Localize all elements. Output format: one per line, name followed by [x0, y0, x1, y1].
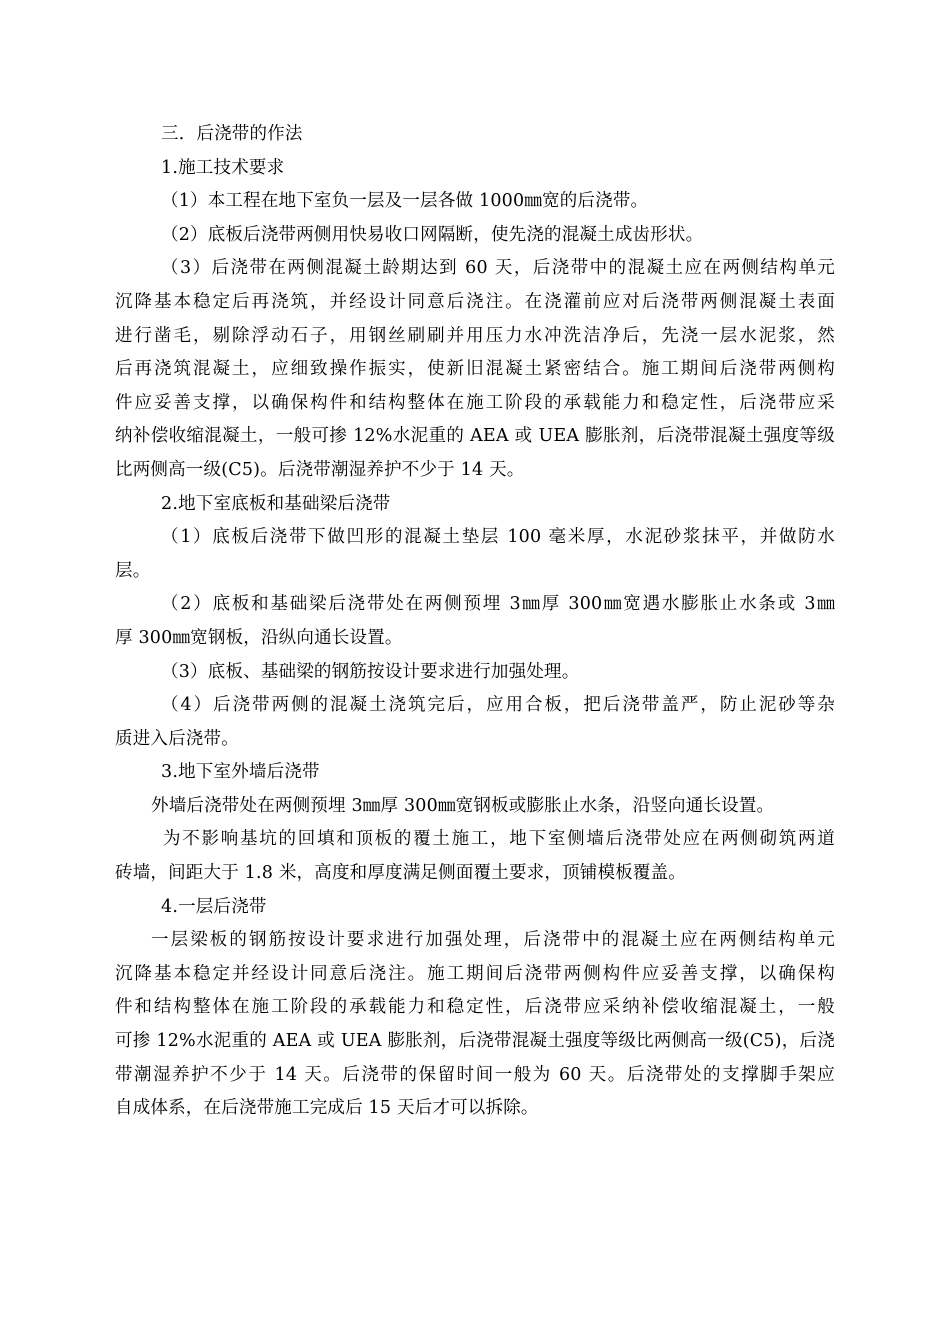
paragraph-line: 进行凿毛，剔除浮动石子，用钢丝刷刷并用压力水冲洗洁净后，先浇一层水泥浆，然	[115, 325, 835, 346]
paragraph-line: （3）底板、基础梁的钢筋按设计要求进行加强处理。	[161, 661, 580, 682]
paragraph-line: （3）后浇带在两侧混凝土龄期达到 60 天，后浇带中的混凝土应在两侧结构单元	[161, 258, 835, 279]
paragraph-line: （1）底板后浇带下做凹形的混凝土垫层 100 毫米厚，水泥砂浆抹平，并做防水	[161, 527, 835, 548]
paragraph-line: （2）底板和基础梁后浇带处在两侧预埋 3㎜厚 300㎜宽遇水膨胀止水条或 3㎜	[161, 594, 835, 615]
subsection-heading: 2.地下室底板和基础梁后浇带	[161, 493, 391, 514]
subsection-heading: 1.施工技术要求	[161, 157, 285, 178]
paragraph-line: 为不影响基坑的回填和顶板的覆土施工，地下室侧墙后浇带处应在两侧砌筑两道	[163, 829, 835, 850]
paragraph-line: 件和结构整体在施工阶段的承载能力和稳定性，后浇带应采纳补偿收缩混凝土，一般	[115, 997, 835, 1018]
paragraph-line: 后再浇筑混凝土，应细致操作振实，使新旧混凝土紧密结合。施工期间后浇带两侧构	[115, 359, 835, 380]
paragraph-line: 层。	[115, 560, 151, 581]
paragraph-line: 厚 300㎜宽钢板，沿纵向通长设置。	[115, 627, 403, 648]
paragraph-line: 自成体系，在后浇带施工完成后 15 天后才可以拆除。	[115, 1098, 539, 1119]
paragraph-line: 质进入后浇带。	[115, 728, 239, 749]
paragraph-line: 件应妥善支撑，以确保构件和结构整体在施工阶段的承载能力和稳定性，后浇带应采	[115, 392, 835, 413]
paragraph-line: 砖墙，间距大于 1.8 米，高度和厚度满足侧面覆土要求，顶铺模板覆盖。	[115, 863, 686, 884]
paragraph-line: （2）底板后浇带两侧用快易收口网隔断，使先浇的混凝土成齿形状。	[161, 224, 704, 245]
subsection-heading: 4.一层后浇带	[161, 896, 267, 917]
paragraph-line: 可掺 12%水泥重的 AEA 或 UEA 膨胀剂，后浇带混凝土强度等级比两侧高一级(C5)，后浇	[115, 1031, 835, 1052]
paragraph-line: 带潮湿养护不少于 14 天。后浇带的保留时间一般为 60 天。后浇带处的支撑脚手架应	[115, 1064, 835, 1085]
paragraph-line: 沉降基本稳定后再浇筑，并经设计同意后浇注。在浇灌前应对后浇带两侧混凝土表面	[115, 291, 835, 312]
paragraph-line: （4）后浇带两侧的混凝土浇筑完后，应用合板，把后浇带盖严，防止泥砂等杂	[161, 695, 835, 716]
paragraph-line: 纳补偿收缩混凝土，一般可掺 12%水泥重的 AEA 或 UEA 膨胀剂，后浇带混凝土强度等级	[115, 426, 835, 447]
paragraph-line: （1）本工程在地下室负一层及一层各做 1000㎜宽的后浇带。	[161, 191, 649, 212]
paragraph-line: 外墙后浇带处在两侧预埋 3㎜厚 300㎜宽钢板或膨胀止水条，沿竖向通长设置。	[151, 795, 775, 816]
subsection-heading: 3.地下室外墙后浇带	[161, 762, 320, 783]
paragraph-line: 比两侧高一级(C5)。后浇带潮湿养护不少于 14 天。	[115, 459, 525, 480]
document-body	[115, 118, 835, 1126]
paragraph-line: 一层梁板的钢筋按设计要求进行加强处理，后浇带中的混凝土应在两侧结构单元	[151, 930, 835, 951]
section-heading: 三．后浇带的作法	[161, 124, 303, 144]
paragraph-line: 沉降基本稳定并经设计同意后浇注。施工期间后浇带两侧构件应妥善支撑，以确保构	[115, 963, 835, 984]
